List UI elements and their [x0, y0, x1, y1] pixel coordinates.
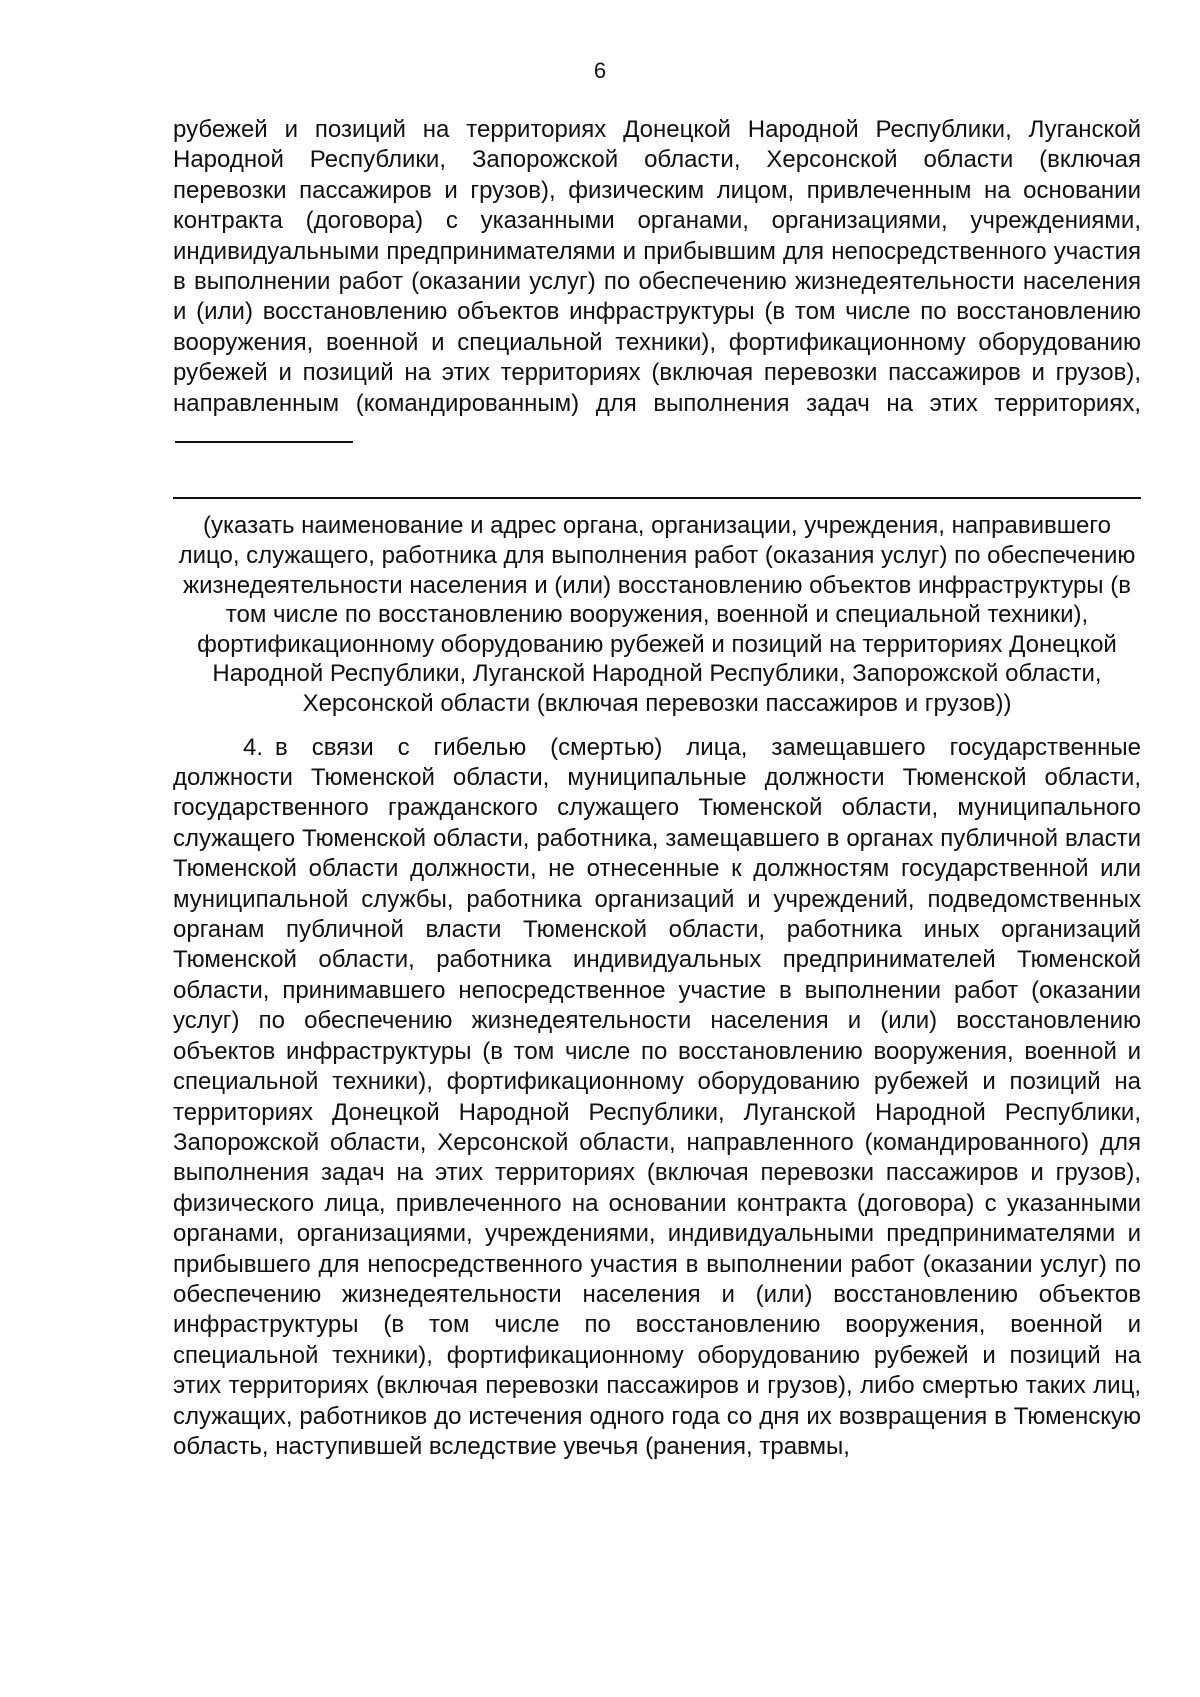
page-number: 6: [593, 58, 607, 83]
paragraph-continuation: [173, 115, 1141, 451]
paragraph-text: рубежей и позиций на территориях Донецкой Народной Республики, Луганской Народной Республики, Запорожской области, Херсонской области (включая перевозки пассажиров и грузов), физическим лицом, привлеченным на основании контракта (договора) с указанными органами, организациями, учреждениями, индивидуальными предпринимателями и прибывшим для непосредственного участия в выполнении работ (оказании услуг) по обеспечению жизнедеятельности населения и (или) восстановлению объектов инфраструктуры (в том числе по восстановлению вооружения, военной и специальной техники), фортификационному оборудованию рубежей и позиций на этих территориях (включая перевозки пассажиров и грузов), направленным (командированным) для выполнения задач на этих территориях,: [173, 116, 1141, 417]
list-item-text: в связи с гибелью (смертью) лица, замещавшего государственные должности Тюменской области, муниципальные должности Тюменской области, государственного гражданского служащего Тюменской области, муниципального служащего Тюменской области, работника, замещавшего в органах публичной власти Тюменской области должности, не отнесенные к должностям государственной или муниципальной службы, работника организаций и учреждений, подведомственных органам публичной власти Тюменской области, работника иных организаций Тюменской области, работника индивидуальных предпринимателей Тюменской области, принимавшего непосредственное участие в выполнении работ (оказании услуг) по обеспечению жизнедеятельности населения и (или) восстановлению объектов инфраструктуры (в том числе по восстановлению вооружения, военной и специальной техники), фортификационному оборудованию рубежей и позиций на территориях Донецкой Народной Республики, Луганской Народной Республики, Запорожской области, Херсонской области, направленного (командированного) для выполнения задач на этих территориях (включая перевозки пассажиров и грузов), физического лица, привлеченного на основании контракта (договора) с указанными органами, организациями, учреждениями, индивидуальными предпринимателями и прибывшего для непосредственного участия в выполнении работ (оказании услуг) по обеспечению жизнедеятельности населения и (или) восстановлению объектов инфраструктуры (в том числе по восстановлению вооружения, военной и специальной техники), фортификационному оборудованию рубежей и позиций на этих территориях (включая перевозки пассажиров и грузов), либо смертью таких лиц, служащих, работников до истечения одного года со дня их возвращения в Тюменскую область, наступившей вследствие увечья (ранения, травмы,: [173, 733, 1141, 1460]
list-item-4: [173, 733, 1141, 1463]
fill-instruction-note: (указать наименование и адрес органа, организации, учреждения, направившего лицо, служащего, работника для выполнения работ (оказания услуг) по обеспечению жизнедеятельности населения и (или) восстановлению объектов инфраструктуры (в том числе по восстановлению вооружения, военной и специальной техники), фортификационному оборудованию рубежей и позиций на территориях Донецкой Народной Республики, Луганской Народной Республики, Запорожской области, Херсонской области (включая перевозки пассажиров и грузов)): [178, 512, 1136, 718]
fill-in-blank-line: [175, 419, 353, 443]
fill-in-full-line: [173, 497, 1141, 499]
page-content: [173, 115, 1141, 1462]
list-item-number: 4.: [243, 733, 264, 761]
